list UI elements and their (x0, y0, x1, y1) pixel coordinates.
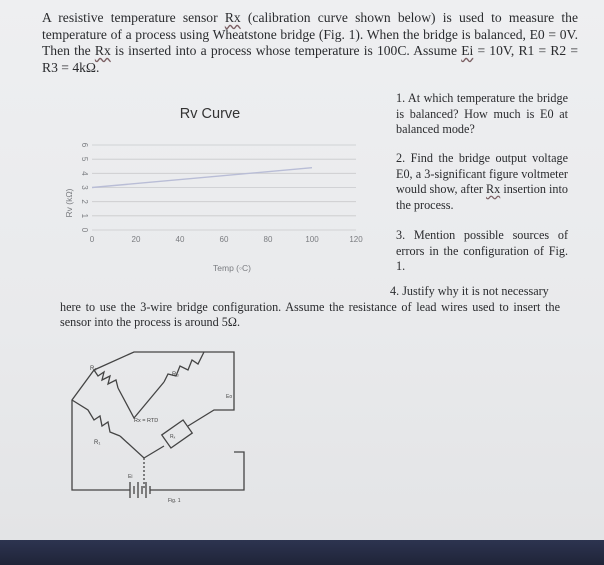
r3-resistor (164, 352, 204, 382)
taskbar (0, 540, 604, 565)
left-wire (72, 370, 124, 490)
node-wire-a (118, 382, 164, 418)
rx-term-3: Rx (486, 182, 501, 196)
rv-curve-chart (56, 130, 376, 280)
battery-icon (124, 482, 156, 498)
problem-statement (42, 10, 578, 76)
y-tick-label: 3 (80, 185, 89, 190)
intro-text-4: = 10V, R1 = R2 = R3 = 4kΩ. (42, 43, 579, 75)
r1-label: R₁ (94, 440, 101, 446)
r3-label: R₃ (172, 372, 179, 378)
figure-caption: Fig. 1 (168, 498, 181, 504)
top-wire (94, 352, 234, 370)
question-1: 1. At which temperature the bridge is balanced? How much is E0 at balanced mode? (396, 91, 568, 136)
x-axis-label: Temp (◦C) (213, 263, 251, 273)
y-tick-label: 1 (80, 213, 89, 219)
question-4-lead: 4. Justify why it is not necessary (390, 284, 549, 298)
x-tick-label: 80 (263, 235, 273, 244)
x-tick-label: 60 (219, 235, 229, 244)
r2-resistor (94, 370, 118, 388)
intro-text-3: is inserted into a process whose temperature is 100C. Assume (114, 43, 458, 58)
question-4-text: here to use the 3-wire bridge configuration. Assume the resistance of lead wires used to insert the sensor into the process is around 5Ω. (60, 299, 560, 329)
question-2-text: 2. Find the bridge output voltage E0, a 3-significant figure voltmeter would show, after (396, 151, 568, 196)
question-3: 3. Mention possible sources of errors in the configuration of Fig. 1. (396, 228, 568, 273)
rx-term-2: Rx (94, 43, 111, 58)
rx-box-label: Rₓ (170, 434, 176, 440)
bottom-wire (156, 452, 244, 490)
x-tick-label: 100 (305, 235, 319, 244)
intro-text-1: A resistive temperature sensor (42, 10, 218, 25)
y-tick-label: 2 (80, 199, 89, 204)
x-tick-label: 120 (349, 235, 363, 244)
r2-label: R₂ (90, 366, 97, 372)
intro-text-2: (calibration curve shown below) is used to measure the temperature of a process using Wheatstone bridge (Fig. 1). When the bridge is balanced, E0 = 0V. Then the (42, 10, 578, 58)
rx-rtd-label: Rx = RTD (134, 418, 159, 424)
r1-resistor (72, 400, 120, 436)
x-tick-label: 40 (175, 235, 185, 244)
y-tick-label: 0 (80, 227, 89, 233)
x-tick-label: 20 (131, 235, 141, 244)
ei-label: Ei (128, 474, 133, 480)
question-2-text-end: insertion into the process. (396, 182, 568, 212)
y-tick-label: 6 (80, 142, 89, 148)
question-4 (60, 284, 560, 331)
series-line-rv (92, 168, 312, 188)
x-tick-label: 0 (89, 235, 95, 244)
node-wire-b (120, 436, 164, 458)
rx-box (162, 420, 192, 448)
y-axis-label: Rv (kΩ) (64, 188, 74, 218)
question-2 (396, 151, 568, 213)
ei-term: Ei (461, 43, 474, 58)
eo-label: Eo (226, 394, 233, 400)
chart-title: Rv Curve (179, 106, 241, 122)
y-tick-label: 4 (80, 171, 89, 176)
rx-term: Rx (224, 10, 241, 25)
y-tick-label: 5 (80, 156, 89, 162)
wheatstone-bridge-figure (64, 340, 254, 510)
